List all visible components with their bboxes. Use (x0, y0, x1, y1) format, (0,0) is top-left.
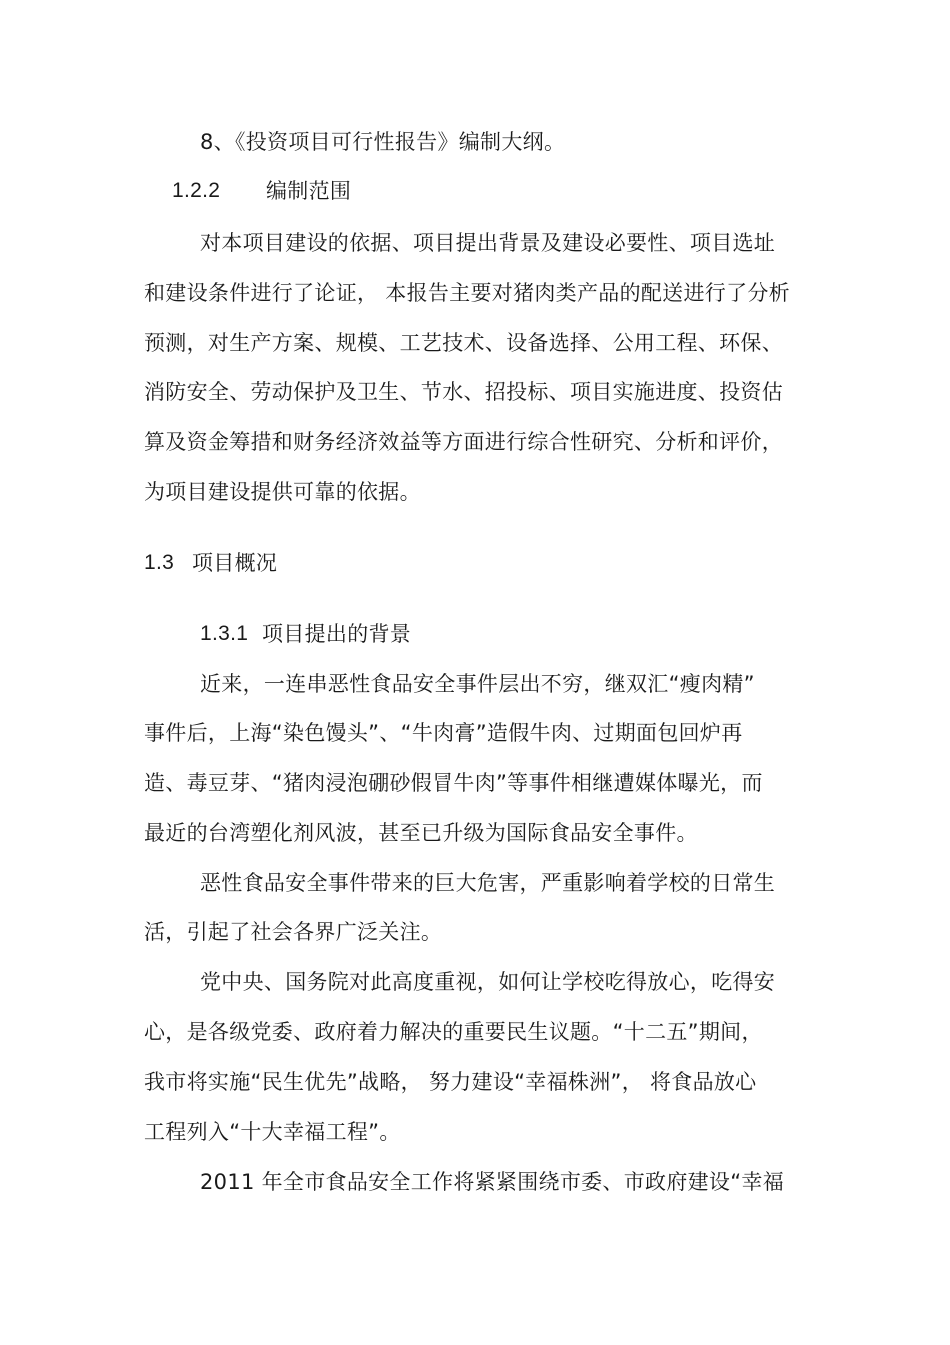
paragraph-line: 和建设条件进行了论证， 本报告主要对猪肉类产品的配送进行了分析 (144, 281, 790, 305)
paragraph-line: 心，是各级党委、政府着力解决的重要民生议题。“十二五”期间， (144, 1020, 763, 1044)
section-number-1-3-1: 1.3.1 (200, 622, 249, 645)
paragraph-line: 造、毒豆芽、“猪肉浸泡硼砂假冒牛肉”等事件相继遭媒体曝光，而 (144, 771, 763, 795)
section-title-1-2-2: 编制范围 (266, 179, 352, 203)
paragraph-line: 2011 年全市食品安全工作将紧紧围绕市委、市政府建设“幸福 (200, 1170, 784, 1194)
paragraph-line: 算及资金筹措和财务经济效益等方面进行综合性研究、分析和评价， (144, 430, 783, 454)
paragraph-line: 工程列入“十大幸福工程”。 (144, 1120, 401, 1144)
paragraph-line: 对本项目建设的依据、项目提出背景及建设必要性、项目选址 (200, 231, 776, 255)
paragraph-line: 最近的台湾塑化剂风波，甚至已升级为国际食品安全事件。 (144, 821, 698, 845)
paragraph-line: 恶性食品安全事件带来的巨大危害，严重影响着学校的日常生 (200, 871, 776, 895)
paragraph-line: 党中央、国务院对此高度重视，如何让学校吃得放心，吃得安 (200, 970, 776, 994)
paragraph-line: 近来，一连串恶性食品安全事件层出不穷，继双汇“瘦肉精” (200, 672, 755, 696)
outline-item: 8、《投资项目可行性报告》编制大纲。 (200, 130, 566, 154)
paragraph-line: 为项目建设提供可靠的依据。 (144, 480, 421, 504)
paragraph-line: 我市将实施“民生优先”战略， 努力建设“幸福株洲”， 将食品放心 (144, 1070, 757, 1094)
section-title-1-3: 项目概况 (192, 551, 278, 575)
paragraph-line: 事件后，上海“染色馒头”、“牛肉膏”造假牛肉、过期面包回炉再 (144, 721, 743, 745)
paragraph-line: 消防安全、劳动保护及卫生、节水、招投标、项目实施进度、投资估 (144, 380, 783, 404)
section-title-1-3-1: 项目提出的背景 (262, 622, 412, 646)
section-number-1-3: 1.3 (144, 551, 175, 574)
paragraph-line: 预测，对生产方案、规模、工艺技术、设备选择、公用工程、环保、 (144, 331, 783, 355)
section-number-1-2-2: 1.2.2 (172, 179, 221, 202)
paragraph-line: 活，引起了社会各界广泛关注。 (144, 920, 443, 944)
